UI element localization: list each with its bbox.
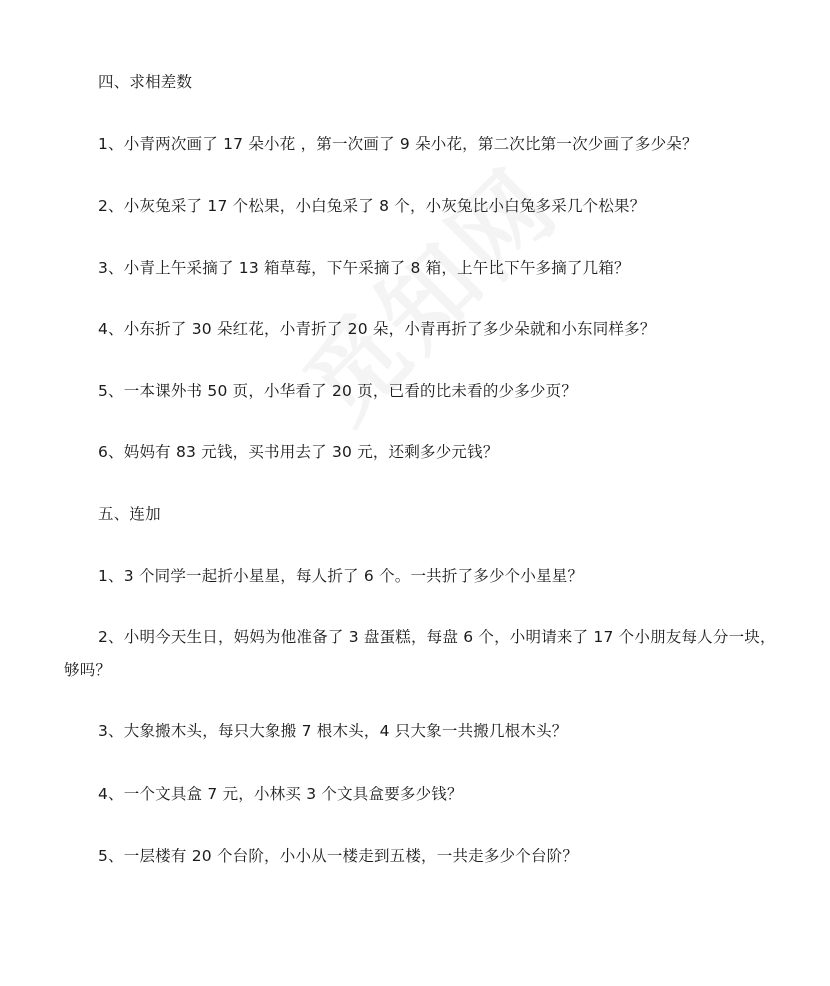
question-5-5: 5、一层楼有 20 个台阶，小小从一楼走到五楼，一共走多少个台阶？	[98, 847, 579, 865]
section-4-heading: 四、求相差数	[98, 73, 193, 91]
question-4-1: 1、小青两次画了 17 朵小花 ，第一次画了 9 朵小花，第二次比第一次少画了多少朵？	[98, 135, 698, 153]
question-5-1: 1、3 个同学一起折小星星，每人折了 6 个。一共折了多少个小星星？	[98, 567, 584, 585]
question-4-5: 5、一本课外书 50 页，小华看了 20 页，已看的比未看的少多少页？	[98, 382, 578, 400]
question-5-2-line-2: 够吗？	[64, 661, 112, 679]
question-5-2-line-1: 2、小明今天生日，妈妈为他准备了 3 盘蛋糕，每盘 6 个，小明请来了 17 个小朋友每人分一块，	[98, 628, 776, 646]
question-5-4: 4、一个文具盒 7 元，小林买 3 个文具盒要多少钱？	[98, 785, 463, 803]
question-4-6: 6、妈妈有 83 元钱，买书用去了 30 元，还剩多少元钱？	[98, 443, 499, 461]
section-5-heading: 五、连加	[98, 505, 161, 523]
question-4-2: 2、小灰兔采了 17 个松果，小白兔采了 8 个，小灰兔比小白兔多采几个松果？	[98, 197, 646, 215]
question-5-3: 3、大象搬木头，每只大象搬 7 根木头，4 只大象一共搬几根木头？	[98, 722, 568, 740]
question-4-3: 3、小青上午采摘了 13 箱草莓，下午采摘了 8 箱，上午比下午多摘了几箱？	[98, 259, 630, 277]
question-4-4: 4、小东折了 30 朵红花，小青折了 20 朵，小青再折了多少朵就和小东同样多？	[98, 320, 656, 338]
